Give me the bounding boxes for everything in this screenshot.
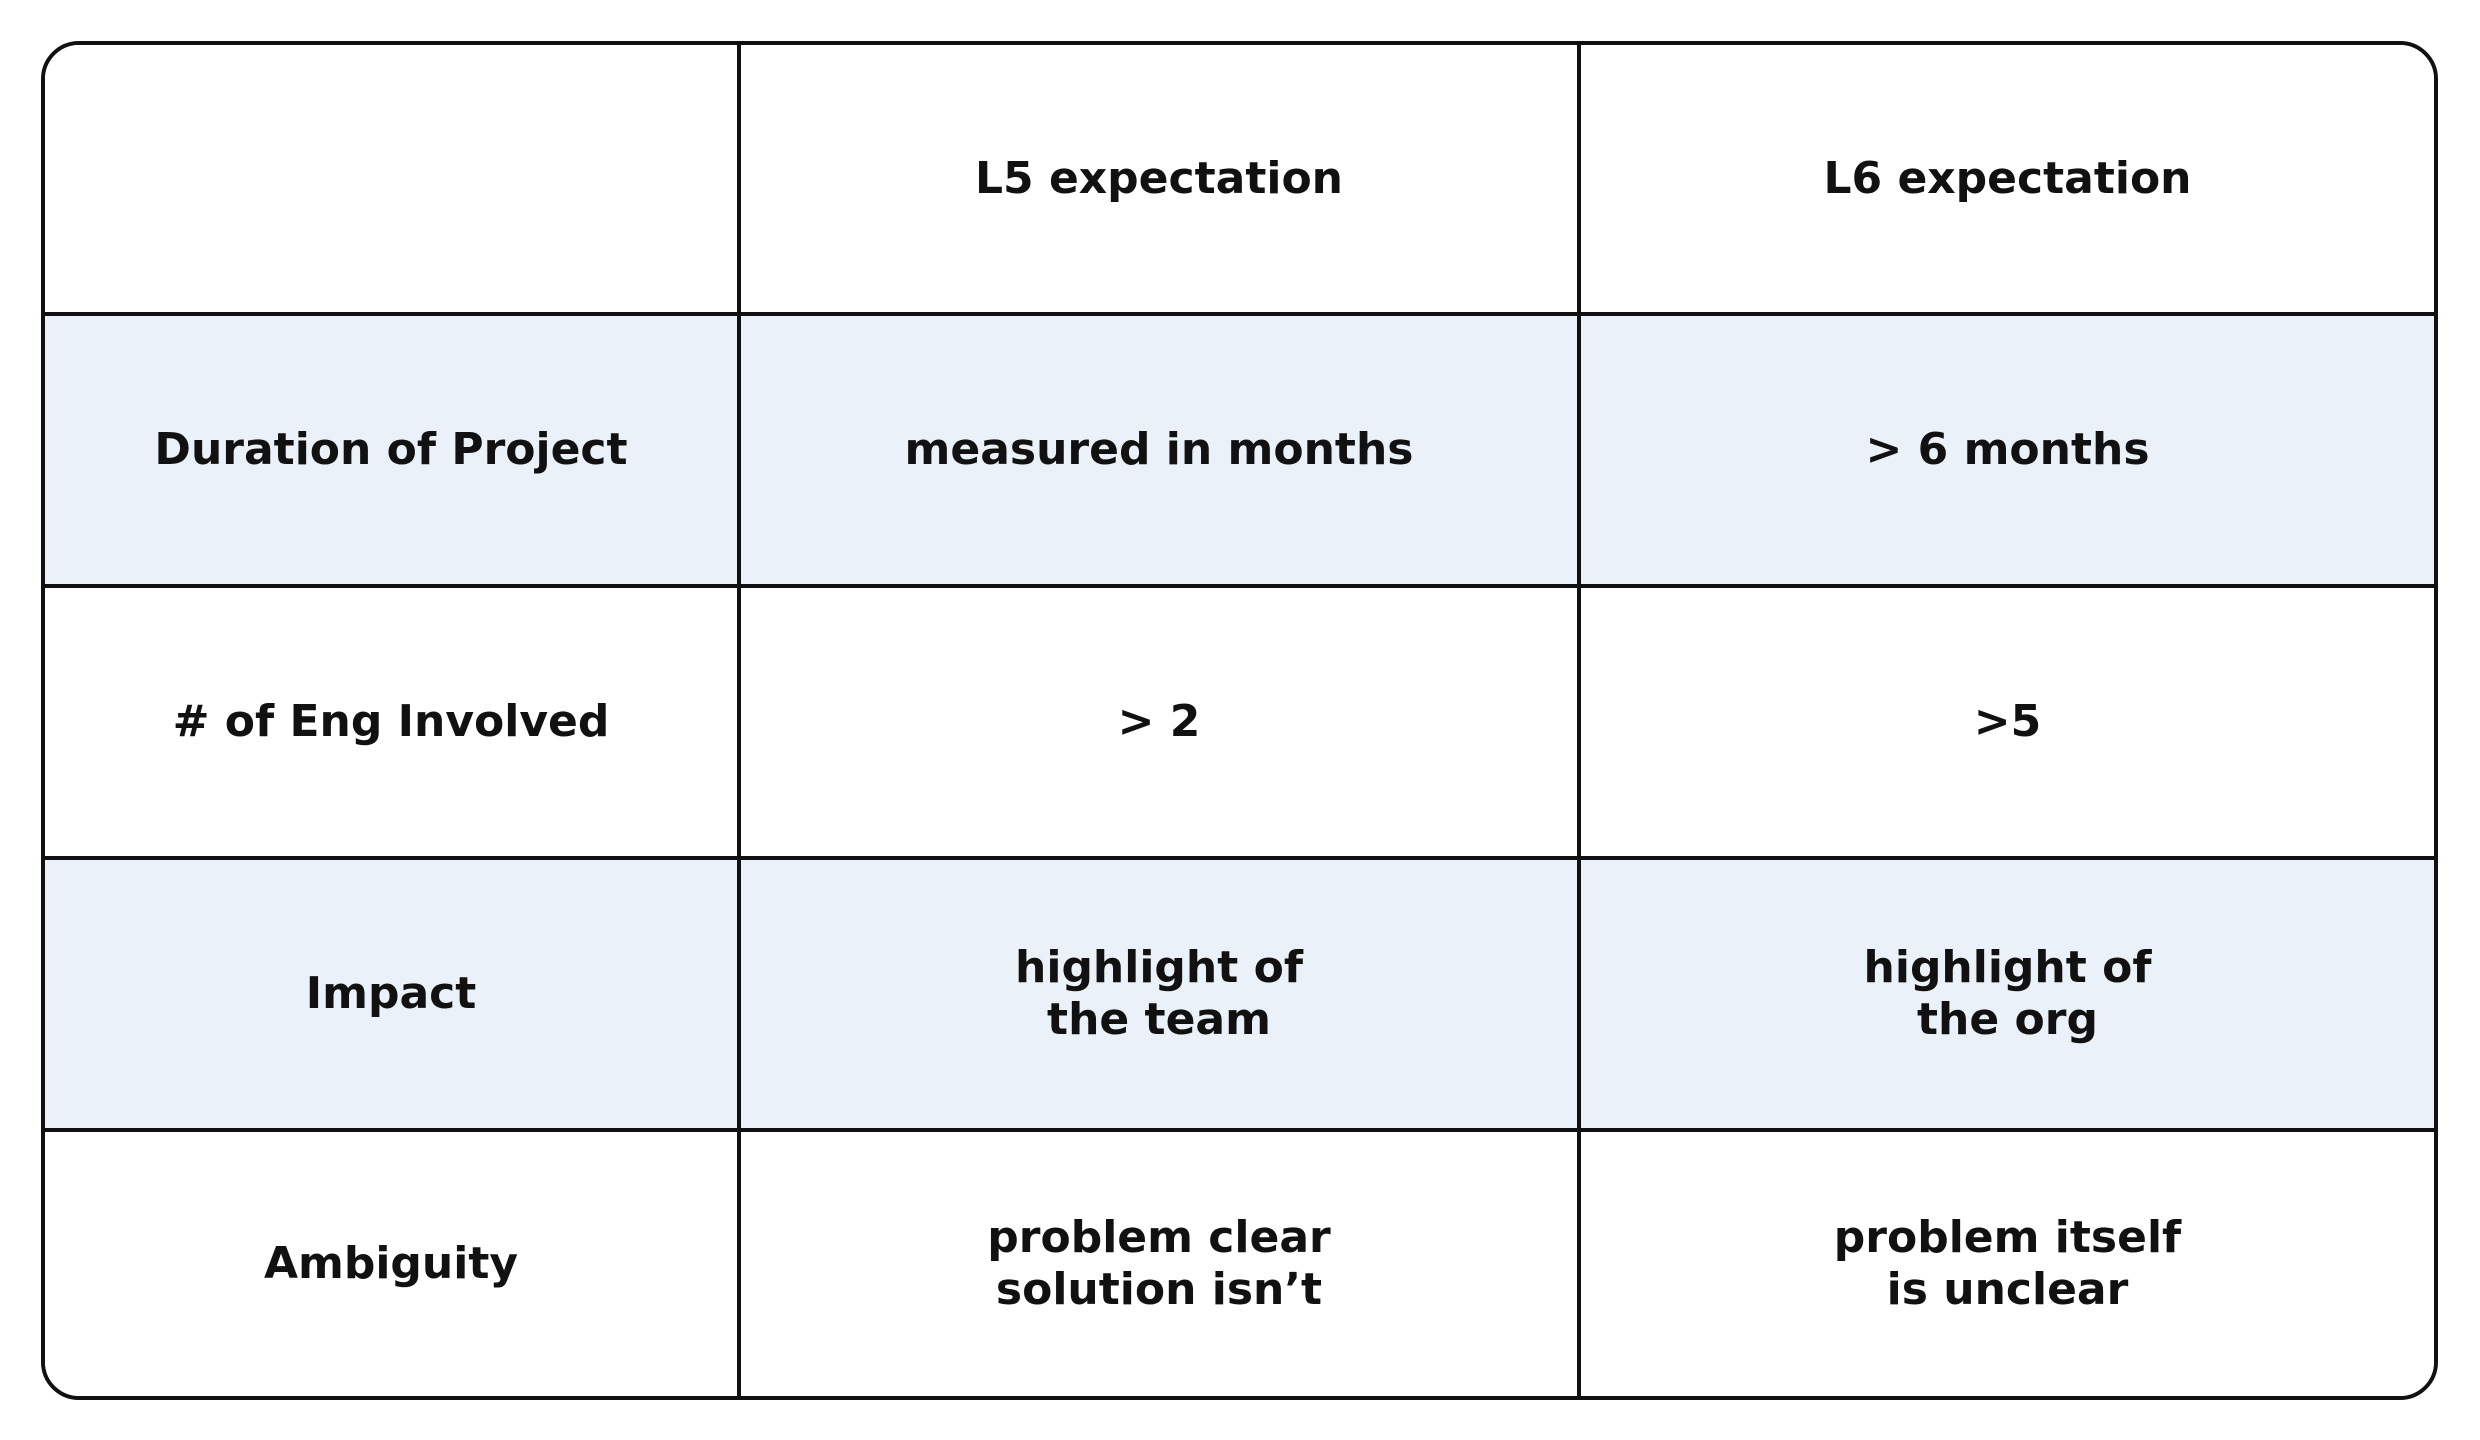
header-l5: L5 expectation [741,45,1581,316]
cell-ambiguity-l6: problem itself is unclear [1581,1132,2434,1396]
cell-eng-involved-l5: > 2 [741,588,1581,860]
cell-eng-involved-l6: >5 [1581,588,2434,860]
row-label-duration: Duration of Project [45,316,741,588]
row-label-ambiguity: Ambiguity [45,1132,741,1396]
cell-duration-l5: measured in months [741,316,1581,588]
header-l6: L6 expectation [1581,45,2434,316]
cell-impact-l6: highlight of the org [1581,860,2434,1132]
table-grid [45,45,2434,1396]
cell-impact-l5: highlight of the team [741,860,1581,1132]
row-label-eng-involved: # of Eng Involved [45,588,741,860]
cell-duration-l6: > 6 months [1581,316,2434,588]
cell-ambiguity-l5: problem clear solution isn’t [741,1132,1581,1396]
header-row-label-cell [45,45,741,316]
comparison-table [41,41,2438,1400]
row-label-impact: Impact [45,860,741,1132]
